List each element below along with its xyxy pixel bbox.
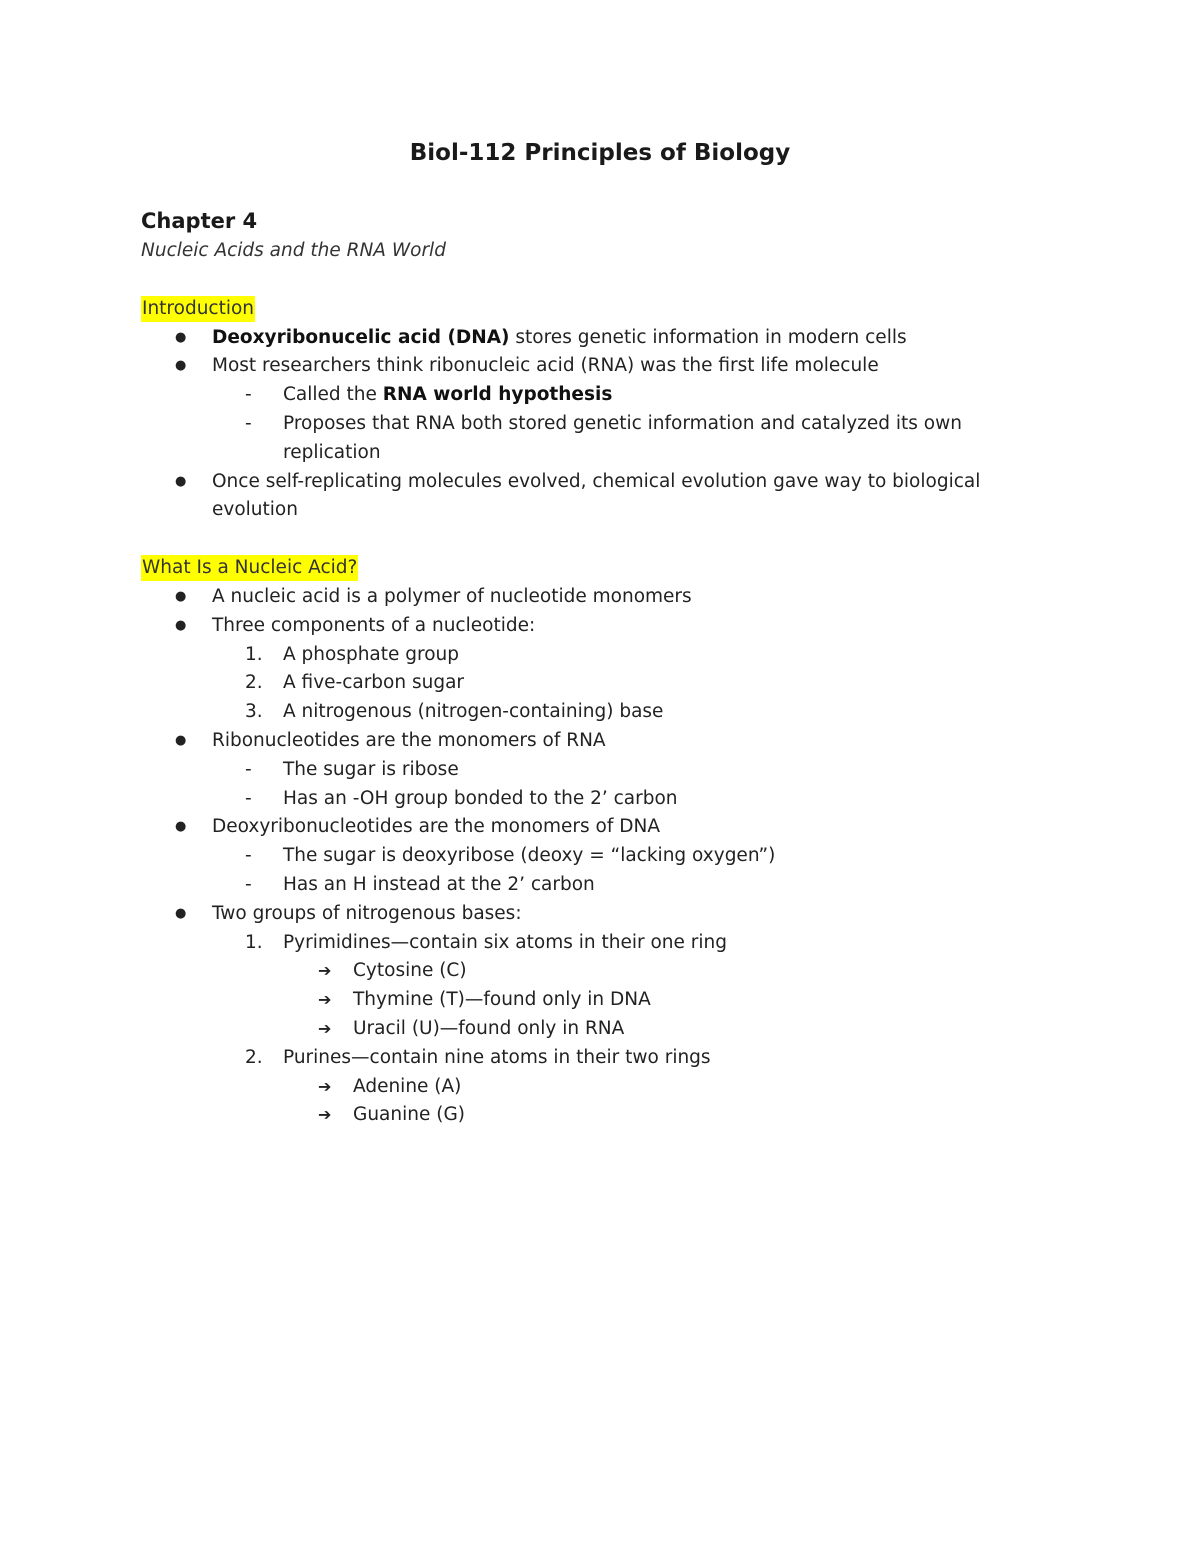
arrow-item bbox=[141, 1101, 1041, 1130]
sub-list-item bbox=[141, 381, 1041, 410]
list-item-text: Thymine (T)—found only in DNA bbox=[353, 989, 651, 1011]
chapter-heading: Chapter 4 bbox=[141, 209, 258, 233]
arrow-item bbox=[141, 1073, 1041, 1102]
dash-marker: - bbox=[245, 787, 252, 809]
numbered-item bbox=[141, 1044, 1041, 1073]
list-item-text: A nitrogenous (nitrogen-containing) base bbox=[283, 701, 664, 723]
arrow-icon: ➔ bbox=[318, 1018, 332, 1038]
number-marker: 1. bbox=[245, 931, 263, 953]
arrow-item bbox=[141, 1015, 1041, 1044]
number-marker: 2. bbox=[245, 1046, 263, 1068]
dash-marker: - bbox=[245, 845, 252, 867]
list-item-text: Two groups of nitrogenous bases: bbox=[212, 902, 522, 924]
list-item-text: Proposes that RNA both stored genetic information and catalyzed its own replication bbox=[283, 412, 962, 463]
section-spacer bbox=[141, 525, 1041, 554]
sub-list-item bbox=[141, 785, 1041, 814]
list-item bbox=[141, 583, 1041, 612]
list-item bbox=[141, 900, 1041, 929]
list-item-text: Ribonucleotides are the monomers of RNA bbox=[212, 729, 606, 751]
sub-list-item bbox=[141, 410, 1041, 468]
arrow-icon: ➔ bbox=[318, 1105, 332, 1125]
dash-marker: - bbox=[245, 758, 252, 780]
arrow-item bbox=[141, 957, 1041, 986]
bullet-marker: ● bbox=[175, 617, 187, 633]
list-item-text: A five-carbon sugar bbox=[283, 672, 465, 694]
list-item-text: Has an H instead at the 2’ carbon bbox=[283, 873, 595, 895]
nucleic-acid-list bbox=[141, 583, 1041, 1130]
list-item bbox=[141, 324, 1041, 353]
section-heading-introduction: Introduction bbox=[141, 296, 255, 322]
list-item-text: The sugar is deoxyribose (deoxy = “lacking oxygen”) bbox=[283, 845, 776, 867]
number-marker: 3. bbox=[245, 701, 263, 723]
bold-term: Deoxyribonucelic acid (DNA) bbox=[212, 326, 510, 348]
list-item-text: stores genetic information in modern cells bbox=[509, 326, 907, 348]
number-marker: 2. bbox=[245, 672, 263, 694]
list-item bbox=[141, 352, 1041, 381]
list-item-text: Uracil (U)—found only in RNA bbox=[353, 1017, 625, 1039]
numbered-item bbox=[141, 641, 1041, 670]
bullet-marker: ● bbox=[175, 588, 187, 604]
list-item-text: Purines—contain nine atoms in their two rings bbox=[283, 1046, 711, 1068]
section-nucleic-acid bbox=[141, 554, 1041, 1130]
sub-list-item bbox=[141, 842, 1041, 871]
list-item-text: Adenine (A) bbox=[353, 1075, 462, 1097]
numbered-item bbox=[141, 929, 1041, 958]
arrow-icon: ➔ bbox=[318, 961, 332, 981]
list-item-text: The sugar is ribose bbox=[283, 758, 459, 780]
list-item-text: Called the bbox=[283, 384, 383, 406]
list-item-text: Guanine (G) bbox=[353, 1104, 466, 1126]
list-item-text: Once self-replicating molecules evolved, chemical evolution gave way to biological evolution bbox=[212, 470, 981, 521]
list-item-text: Three components of a nucleotide: bbox=[212, 614, 536, 636]
number-marker: 1. bbox=[245, 643, 263, 665]
bullet-marker: ● bbox=[175, 329, 187, 345]
list-item-text: A nucleic acid is a polymer of nucleotide monomers bbox=[212, 585, 692, 607]
dash-marker: - bbox=[245, 873, 252, 895]
list-item-text: Has an -OH group bonded to the 2’ carbon bbox=[283, 787, 678, 809]
bullet-marker: ● bbox=[175, 819, 187, 835]
list-item bbox=[141, 468, 1041, 526]
list-item-text: A phosphate group bbox=[283, 643, 460, 665]
sub-list-item bbox=[141, 756, 1041, 785]
dash-marker: - bbox=[245, 412, 252, 434]
list-item-text: Pyrimidines—contain six atoms in their one ring bbox=[283, 931, 727, 953]
dash-marker: - bbox=[245, 384, 252, 406]
arrow-item bbox=[141, 986, 1041, 1015]
numbered-item bbox=[141, 669, 1041, 698]
list-item bbox=[141, 813, 1041, 842]
arrow-icon: ➔ bbox=[318, 1076, 332, 1096]
sub-list-item bbox=[141, 871, 1041, 900]
bullet-marker: ● bbox=[175, 473, 187, 489]
introduction-list bbox=[141, 324, 1041, 526]
section-heading-nucleic-acid: What Is a Nucleic Acid? bbox=[141, 555, 358, 581]
list-item bbox=[141, 727, 1041, 756]
section-introduction bbox=[141, 295, 1041, 525]
bullet-marker: ● bbox=[175, 905, 187, 921]
bullet-marker: ● bbox=[175, 358, 187, 374]
list-item-text: Cytosine (C) bbox=[353, 960, 467, 982]
numbered-item bbox=[141, 698, 1041, 727]
list-item-text: Most researchers think ribonucleic acid (RNA) was the first life molecule bbox=[212, 355, 879, 377]
arrow-icon: ➔ bbox=[318, 990, 332, 1010]
chapter-subtitle: Nucleic Acids and the RNA World bbox=[141, 240, 446, 261]
list-item bbox=[141, 612, 1041, 641]
bold-term: RNA world hypothesis bbox=[382, 384, 613, 406]
document-body bbox=[141, 205, 1041, 1130]
bullet-marker: ● bbox=[175, 732, 187, 748]
list-item-text: Deoxyribonucleotides are the monomers of DNA bbox=[212, 816, 660, 838]
document-title: Biol-112 Principles of Biology bbox=[409, 140, 791, 166]
